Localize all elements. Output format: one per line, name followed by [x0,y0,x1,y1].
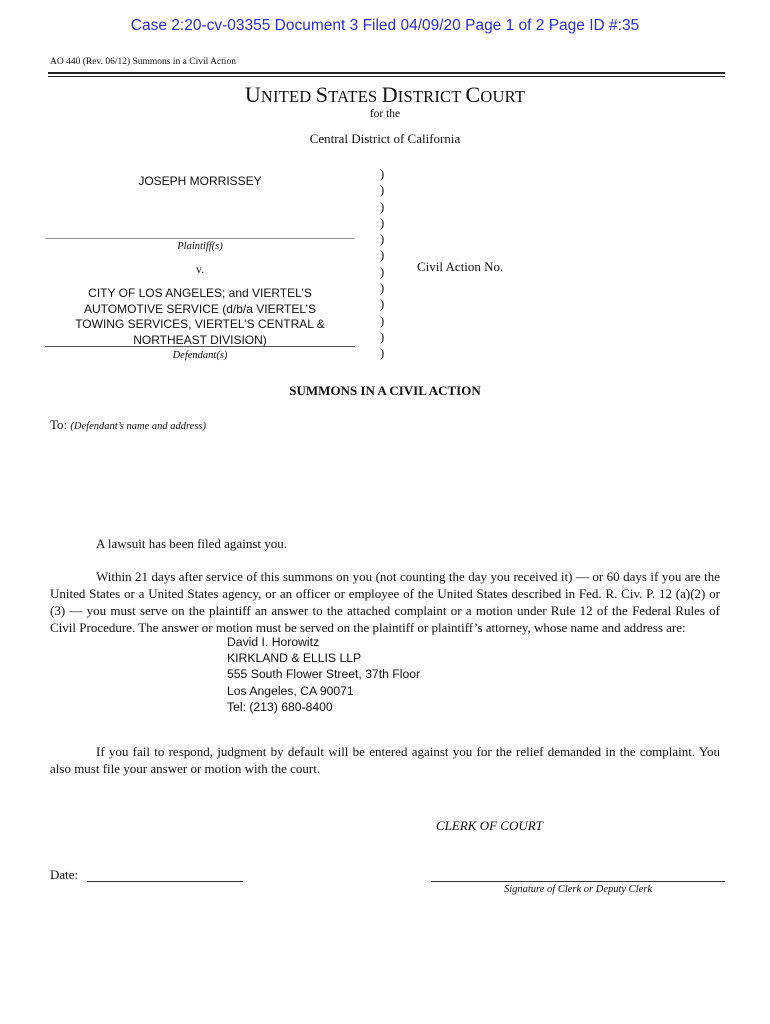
caption-paren: ) [380,167,385,181]
default-judgment-paragraph: If you fail to respond, judgment by default will be entered against you for the relief demanded in the complaint. You also must file your answer or motion with the court. [50,744,720,776]
for-the-text: for the [369,108,401,120]
form-identifier: AO 440 (Rev. 06/12) Summons in a Civil Action [50,57,236,67]
summons-title: SUMMONS IN A CIVIL ACTION [289,383,481,398]
lawsuit-paragraph: A lawsuit has been filed against you. [96,536,287,551]
caption-paren: ) [380,264,385,279]
header-rule-thin [48,76,725,77]
attorney-line: 555 South Flower Street, 37th Floor [227,667,421,682]
plaintiff-label: Plaintiff(s) [177,241,223,252]
signature-label: Signature of Clerk or Deputy Clerk [503,884,653,895]
defendant-underline [45,346,355,347]
clerk-of-court: CLERK OF COURT [436,818,543,833]
caption-paren: ) [380,248,385,263]
court-filing-stamp: Case 2:20-cv-03355 Document 3 Filed 04/09/20 Page 1 of 2 Page ID #:35 [130,17,640,34]
plaintiff-name: JOSEPH MORRISSEY [138,174,262,188]
caption-paren: ) [380,232,385,247]
caption-paren: ) [380,281,385,296]
to-line [50,417,206,433]
caption-paren: ) [380,183,385,198]
date-line [87,881,243,882]
title-cap-d: D [381,82,398,107]
caption-parenthesis-column [380,166,384,362]
caption-paren: ) [380,297,385,312]
title-ourt: OURT [480,87,526,106]
court-title [0,82,770,108]
attorney-line: KIRKLAND & ELLIS LLP [227,651,362,666]
district-name: Central District of California [309,131,461,146]
attorney-address-block [227,634,420,715]
date-label: Date: [50,867,79,882]
signature-line [431,881,725,882]
to-label: To: [50,417,68,432]
caption-paren: ) [380,329,385,344]
defendant-label: Defendant(s) [172,350,228,361]
versus-text: v. [195,262,205,276]
defendant-line: TOWING SERVICES, VIERTEL’S CENTRAL & [75,317,325,331]
caption-paren: ) [380,313,385,328]
attorney-line: Los Angeles, CA 90071 [227,683,354,698]
title-istrict: ISTRICT [397,87,466,106]
title-tates: TATES [328,87,382,106]
defendant-line: AUTOMOTIVE SERVICE (d/b/a VIERTEL’S [83,301,317,316]
caption-paren: ) [380,346,385,361]
plaintiff-underline [45,238,355,239]
to-hint: (Defendant’s name and address) [70,421,207,432]
title-nited: NITED [260,87,316,106]
defendant-line: CITY OF LOS ANGELES; and VIERTEL’S [88,286,312,300]
caption-paren: ) [380,215,385,230]
civil-action-number-label: Civil Action No. [417,259,504,274]
header-rule-thick [48,72,725,74]
defendant-names [45,286,355,348]
caption-paren: ) [380,199,385,214]
title-cap-u: U [244,82,261,107]
attorney-line: David I. Horowitz [227,635,320,649]
title-cap-c: C [465,82,481,107]
response-deadline-paragraph: Within 21 days after service of this summons on you (not counting the day you received it) — or 60 days if you are the United States or a United States agency, or an officer or employee of the United States described in Fed. R. Civ. P. 12 (a)(2) or (3) — you must serve on the plaintiff an answer to the attached complaint or a motion under Rule 12 of the Federal Rules of Civil Procedure. The answer or motion must be served on the plaintiff or plaintiff’s attorney, whose name and address are: [50,569,720,635]
attorney-line: Tel: (213) 680-8400 [227,699,333,714]
title-cap-s: S [315,82,329,107]
defendant-line: NORTHEAST DIVISION) [133,332,267,347]
